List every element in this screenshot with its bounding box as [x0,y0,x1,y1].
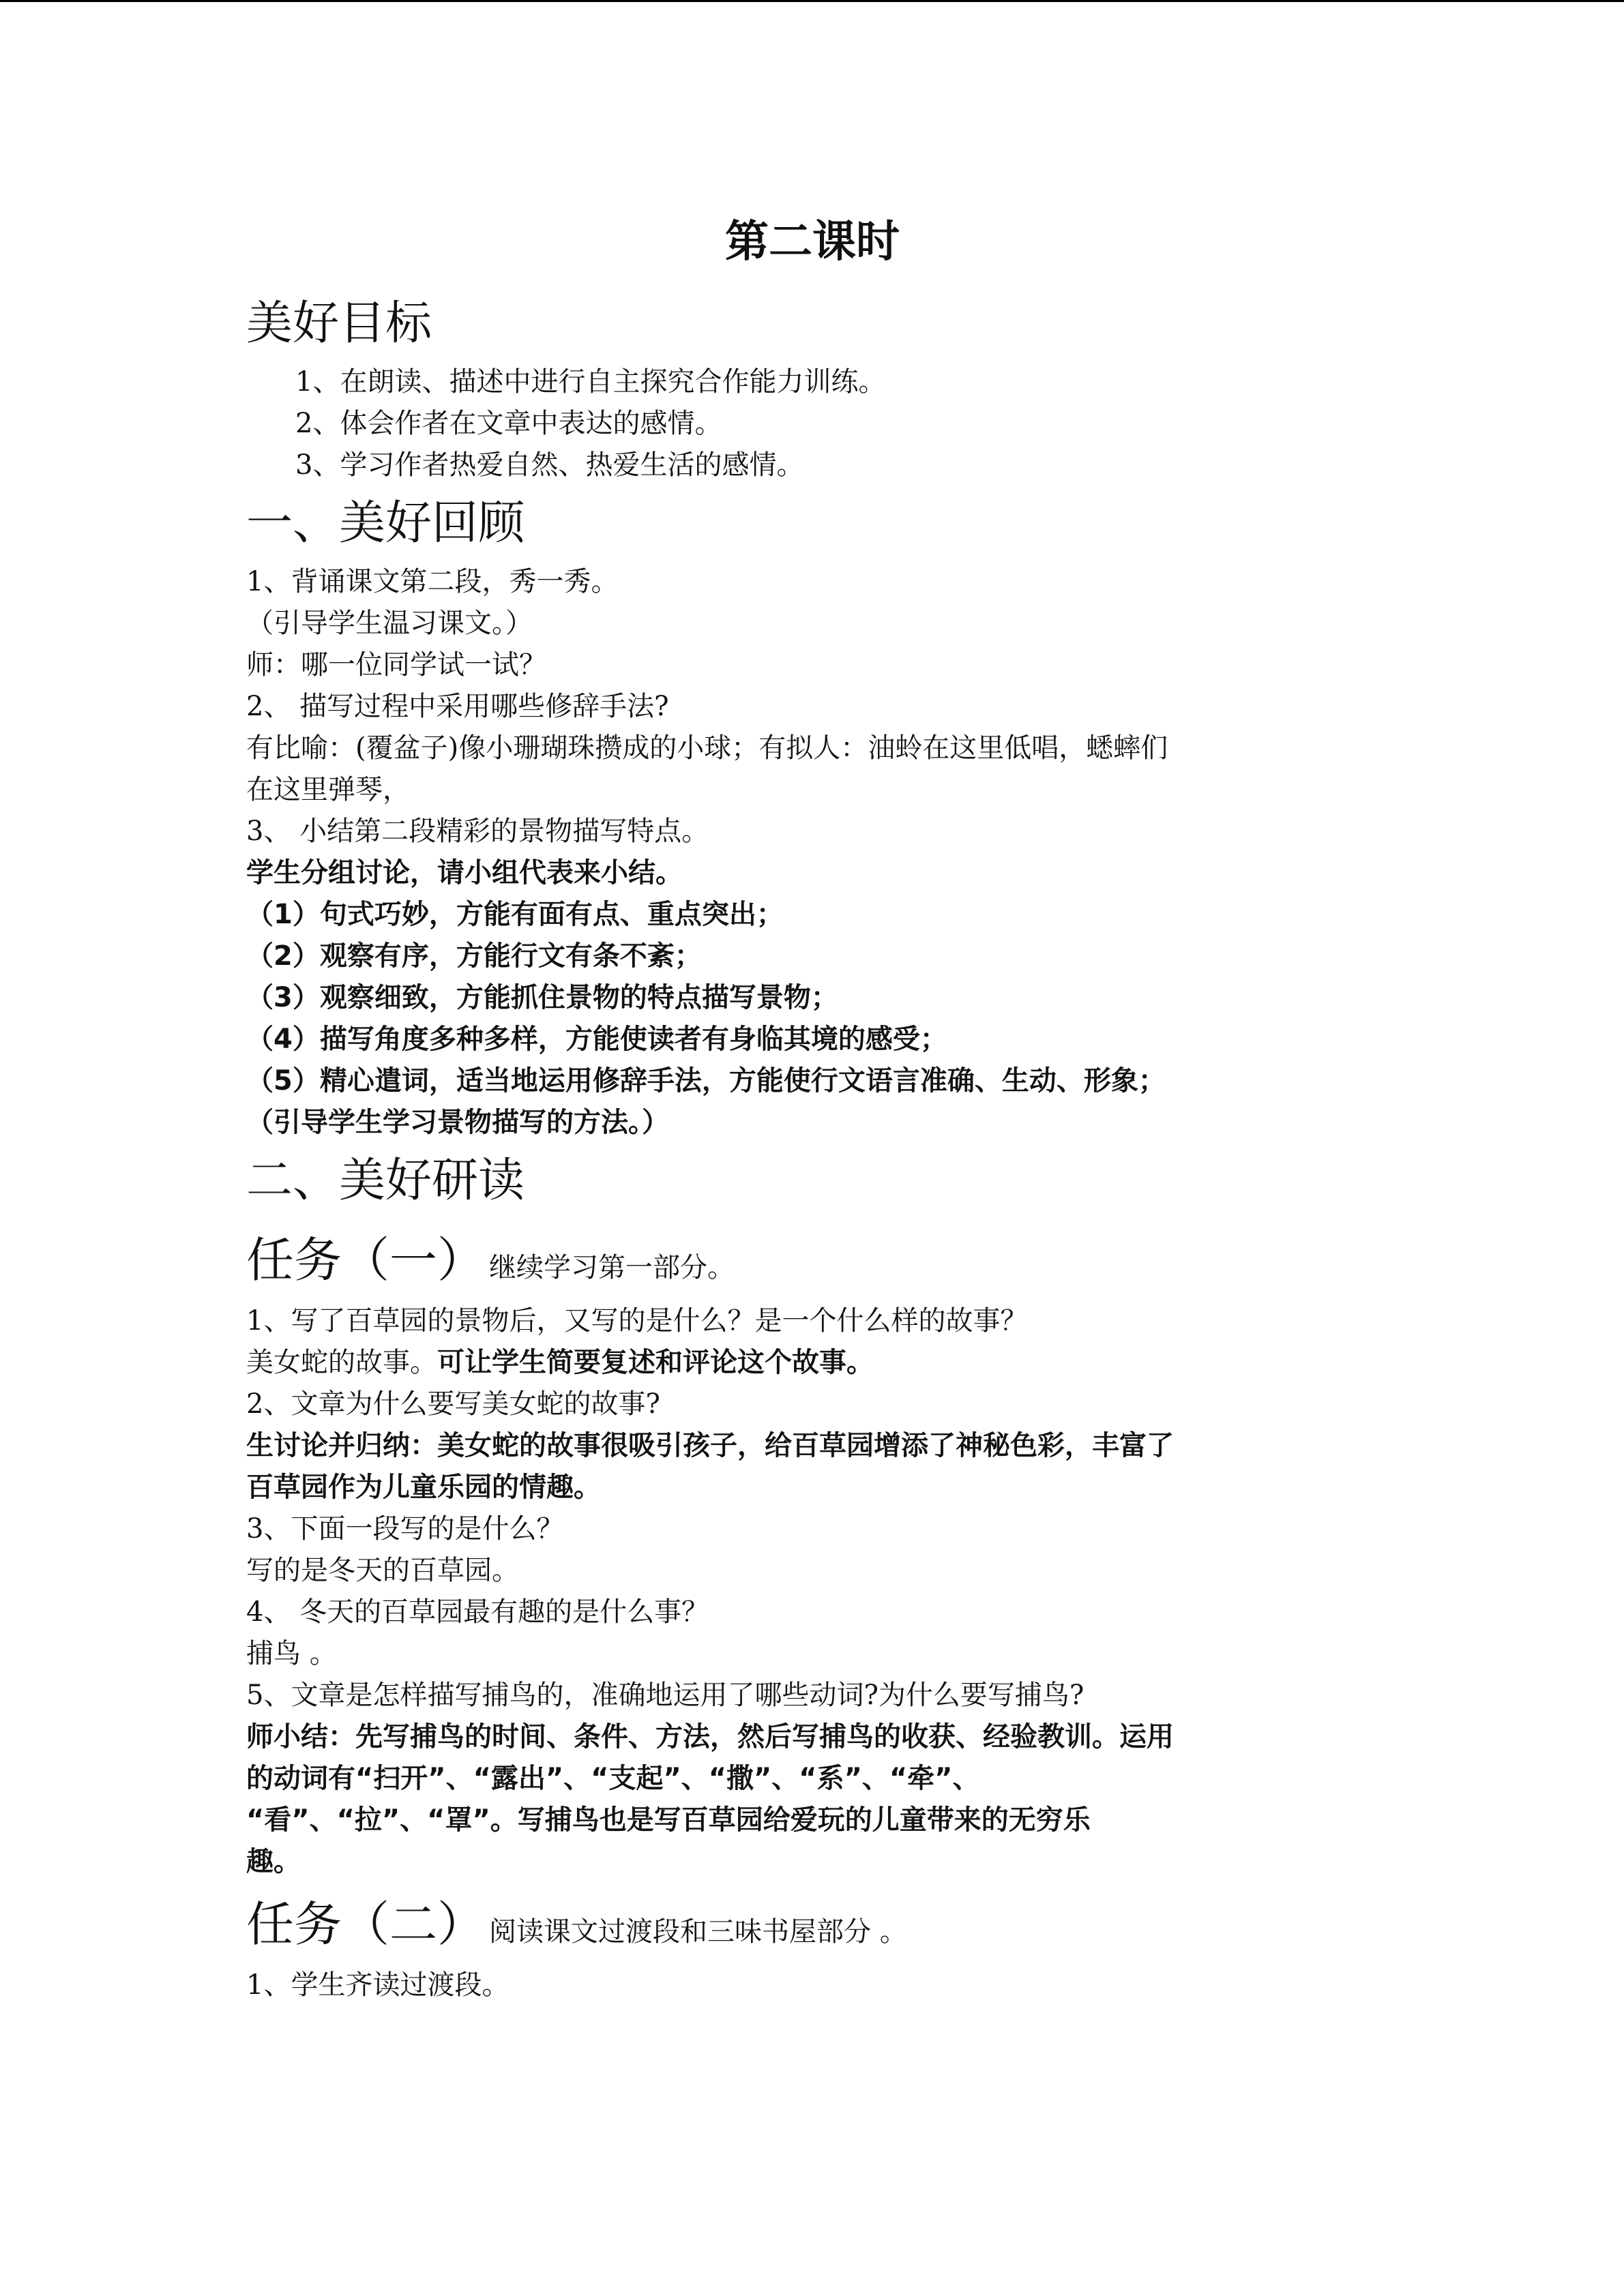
task1-question: 3、下面一段写的是什么？ [246,1513,564,1545]
goal-item: 1、在朗读、描述中进行自主探究合作能力训练。 [295,366,886,398]
task1-question: 5、文章是怎样描写捕鸟的，准确地运用了哪些动词?为什么要写捕鸟? [246,1680,1084,1711]
review-summary-line: （2）观察有序，方能行文有条不紊； [246,940,702,972]
review-line: 3、 小结第二段精彩的景物描写特点。 [246,816,709,847]
review-line: 在这里弹琴， [246,774,410,805]
page-top-rule [0,0,1624,2]
answer-text: 美女蛇的故事。 [246,1347,437,1378]
task1-answer [246,1342,1378,1384]
answer-note: 可让学生简要复述和评论这个故事。 [437,1347,874,1378]
task1-answer: 的动词有“扫开”、“露出”、“支起”、“撒”、“系”、“牵”、 [246,1763,980,1794]
review-summary-line: （4）描写角度多种多样，方能使读者有身临其境的感受； [246,1024,947,1055]
task1-question: 2、文章为什么要写美女蛇的故事? [246,1388,660,1420]
task2-lead: 任务（二） [246,1896,485,1952]
goal-item: 3、学习作者热爱自然、热爱生活的感情。 [295,449,804,481]
review-summary-line: （1）句式巧妙，方能有面有点、重点突出； [246,899,784,930]
task1-answer: 写的是冬天的百草园。 [246,1555,519,1586]
task1-heading [246,1223,1378,1298]
task1-lead: 任务（一） [246,1232,485,1288]
page-title: 第二课时 [725,217,900,267]
goal-item: 2、体会作者在文章中表达的感情。 [295,408,722,439]
task1-subtitle: 继续学习第一部分。 [489,1252,735,1283]
task1-answer: “看”、“拉”、“罩”。写捕鸟也是写百草园给爱玩的儿童带来的无穷乐 [246,1804,1091,1836]
task2-heading [246,1887,1378,1962]
goals-heading: 美好目标 [246,297,432,351]
review-summary-line: 学生分组讨论，请小组代表来小结。 [246,857,683,889]
task1-answer: 生讨论并归纳：美女蛇的故事很吸引孩子，给百草园增添了神秘色彩，丰富了 [246,1430,1174,1461]
review-line: 师：哪一位同学试一试？ [246,649,546,681]
review-line: （引导学生温习课文。） [246,608,533,639]
review-summary-line: （引导学生学习景物描写的方法。） [246,1107,669,1138]
review-line: 1、背诵课文第二段，秀一秀。 [246,566,619,597]
task2-subtitle: 阅读课文过渡段和三味书屋部分 。 [489,1916,907,1948]
review-summary-line: （3）观察细致，方能抓住景物的特点描写景物； [246,982,838,1013]
task1-answer: 趣。 [246,1846,301,1877]
task1-answer: 师小结：先写捕鸟的时间、条件、方法，然后写捕鸟的收获、经验教训。运用 [246,1721,1174,1753]
task1-question: 1、写了百草园的景物后，又写的是什么？是一个什么样的故事？ [246,1305,1028,1337]
task1-answer: 捕鸟 。 [246,1638,337,1669]
task2-question: 1、学生齐读过渡段。 [246,1969,510,2001]
review-heading: 一、美好回顾 [246,496,525,550]
review-line: 2、 描写过程中采用哪些修辞手法? [246,691,669,722]
task1-answer: 百草园作为儿童乐园的情趣。 [246,1472,601,1503]
document-page [246,205,1378,2006]
study-heading: 二、美好研读 [246,1154,525,1208]
task1-question: 4、 冬天的百草园最有趣的是什么事？ [246,1596,709,1628]
review-line: 有比喻：(覆盆子)像小珊瑚珠攒成的小球；有拟人：油蛉在这里低唱，蟋蟀们 [246,732,1168,764]
review-summary-line: （5）精心遣词，适当地运用修辞手法，方能使行文语言准确、生动、形象； [246,1065,1166,1097]
